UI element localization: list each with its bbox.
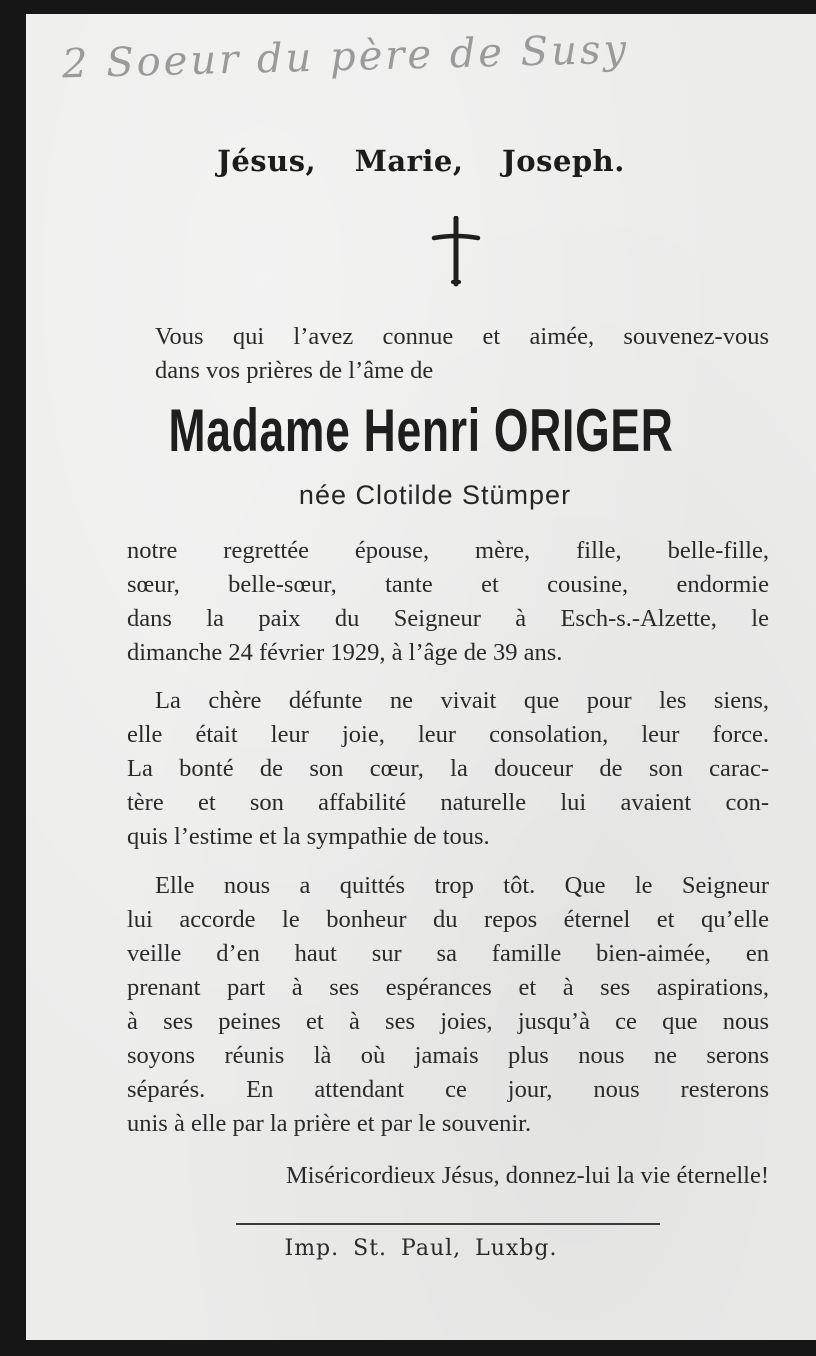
text-line: sœur, belle-sœur, tante et cousine, endormie xyxy=(127,571,769,598)
text-line: veille d’en haut sur sa famille bien-aimée, en xyxy=(127,940,769,967)
paragraph-prayer xyxy=(127,869,769,1141)
paragraph-character xyxy=(127,684,769,854)
deceased-name: Madame Henri ORIGER xyxy=(168,397,674,464)
maiden-name: née Clotilde Stümper xyxy=(298,480,572,510)
text-line: La chère défunte ne vivait que pour les siens, xyxy=(155,687,769,714)
text-line: Elle nous a quittés trop tôt. Que le Seigneur xyxy=(155,872,769,899)
text-line: La bonté de son cœur, la douceur de son carac- xyxy=(127,755,769,782)
text-line: lui accorde le bonheur du repos éternel et qu’elle xyxy=(127,906,769,933)
text-line: à ses peines et à ses joies, jusqu’à ce que nous xyxy=(127,1008,769,1035)
cross-icon xyxy=(430,216,482,288)
text-line: dans la paix du Seigneur à Esch-s.-Alzette, le xyxy=(127,605,769,632)
divider-line xyxy=(236,1223,660,1225)
text-line: unis à elle par la prière et par le souvenir. xyxy=(127,1110,532,1137)
invocation-heading: Jésus, Marie, Joseph. xyxy=(217,144,625,178)
text-line: séparés. En attendant ce jour, nous resterons xyxy=(127,1076,769,1103)
text-line: dimanche 24 février 1929, à l’âge de 39 ans. xyxy=(127,639,563,666)
handwritten-note: 2 Soeur du père de Susy xyxy=(61,26,630,88)
memorial-card xyxy=(26,14,816,1340)
paragraph-relations xyxy=(127,534,769,670)
text-line: notre regrettée épouse, mère, fille, belle-fille, xyxy=(127,537,769,564)
printer-imprint: Imp. St. Paul, Luxbg. xyxy=(284,1236,558,1261)
text-line: quis l’estime et la sympathie de tous. xyxy=(127,823,490,850)
text-line: prenant part à ses espérances et à ses aspirations, xyxy=(127,974,769,1001)
closing-prayer: Miséricordieux Jésus, donnez-lui la vie éternelle! xyxy=(285,1162,769,1189)
intro-line: Vous qui l’avez connue et aimée, souvenez-vous xyxy=(155,323,769,350)
intro-paragraph xyxy=(127,320,769,388)
text-line: soyons réunis là où jamais plus nous ne serons xyxy=(127,1042,769,1069)
intro-line: dans vos prières de l’âme de xyxy=(155,357,434,384)
text-line: elle était leur joie, leur consolation, leur force. xyxy=(127,721,769,748)
text-line: tère et son affabilité naturelle lui avaient con- xyxy=(127,789,769,816)
